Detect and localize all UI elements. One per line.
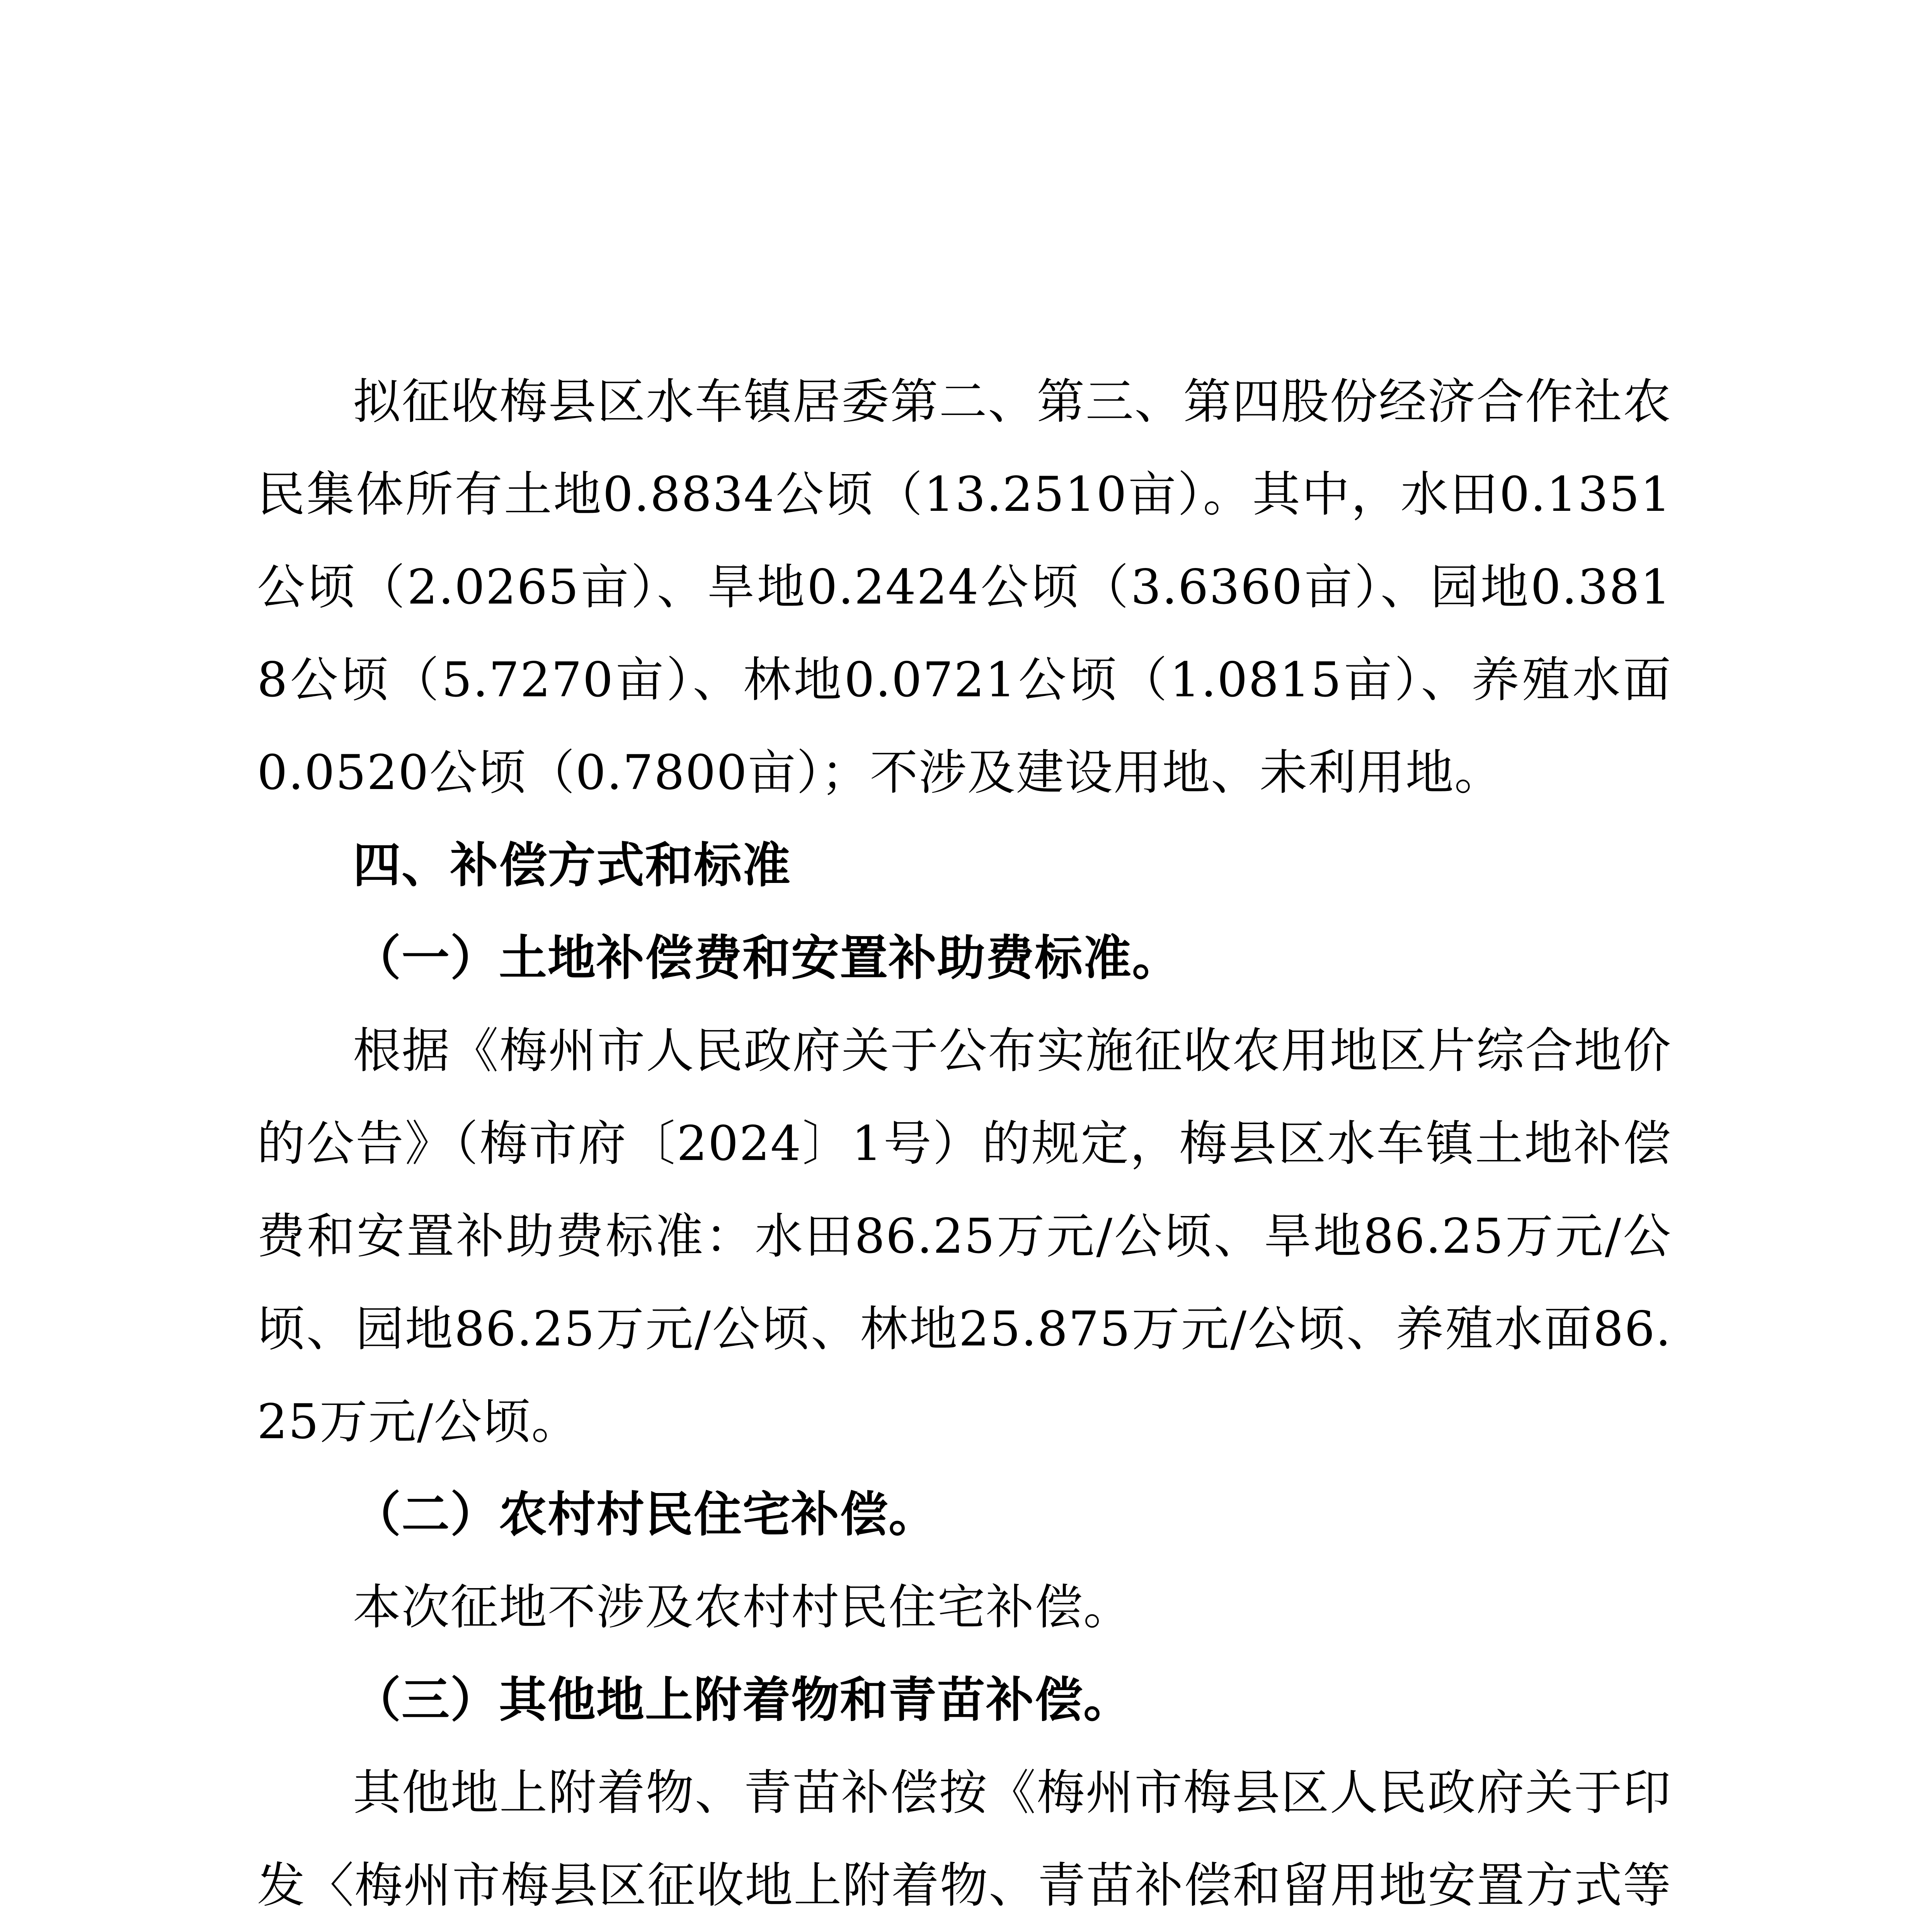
paragraph-land-acquisition-scope: 拟征收梅县区水车镇居委第二、第三、第四股份经济合作社农民集体所有土地0.8834公顷（13.2510亩）。其中，水田0.1351公顷（2.0265亩）、旱地0.2424公顷（3.6360亩）、园地0.3818公顷（5.7270亩）、林地0.0721公顷（1.0815亩）、养殖水面0.0520公顷（0.7800亩）；不涉及建设用地、未利用地。: [257, 374, 1672, 801]
subheading-attachments-crops-compensation: （三）其他地上附着物和青苗补偿。: [353, 1672, 1132, 1728]
document-body: [257, 355, 1672, 1932]
subheading-housing-compensation: （二）农村村民住宅补偿。: [353, 1487, 938, 1543]
paragraph-attachments-crops-compensation: 其他地上附着物、青苗补偿按《梅州市梅县区人民政府关于印发〈梅州市梅县区征收地上附着物、青苗补偿和留用地安置方式等: [257, 1765, 1672, 1913]
paragraph-housing-compensation: 本次征地不涉及农村村民住宅补偿。: [353, 1580, 1132, 1635]
section-heading-compensation: 四、补偿方式和标准: [353, 838, 792, 893]
subheading-land-compensation-standard: （一）土地补偿费和安置补助费标准。: [353, 930, 1181, 986]
paragraph-land-compensation-standard: 根据《梅州市人民政府关于公布实施征收农用地区片综合地价的公告》（梅市府〔2024〕1号）的规定，梅县区水车镇土地补偿费和安置补助费标准：水田86.25万元/公顷、旱地86.25万元/公顷、园地86.25万元/公顷、林地25.875万元/公顷、养殖水面86.25万元/公顷。: [257, 1023, 1672, 1450]
